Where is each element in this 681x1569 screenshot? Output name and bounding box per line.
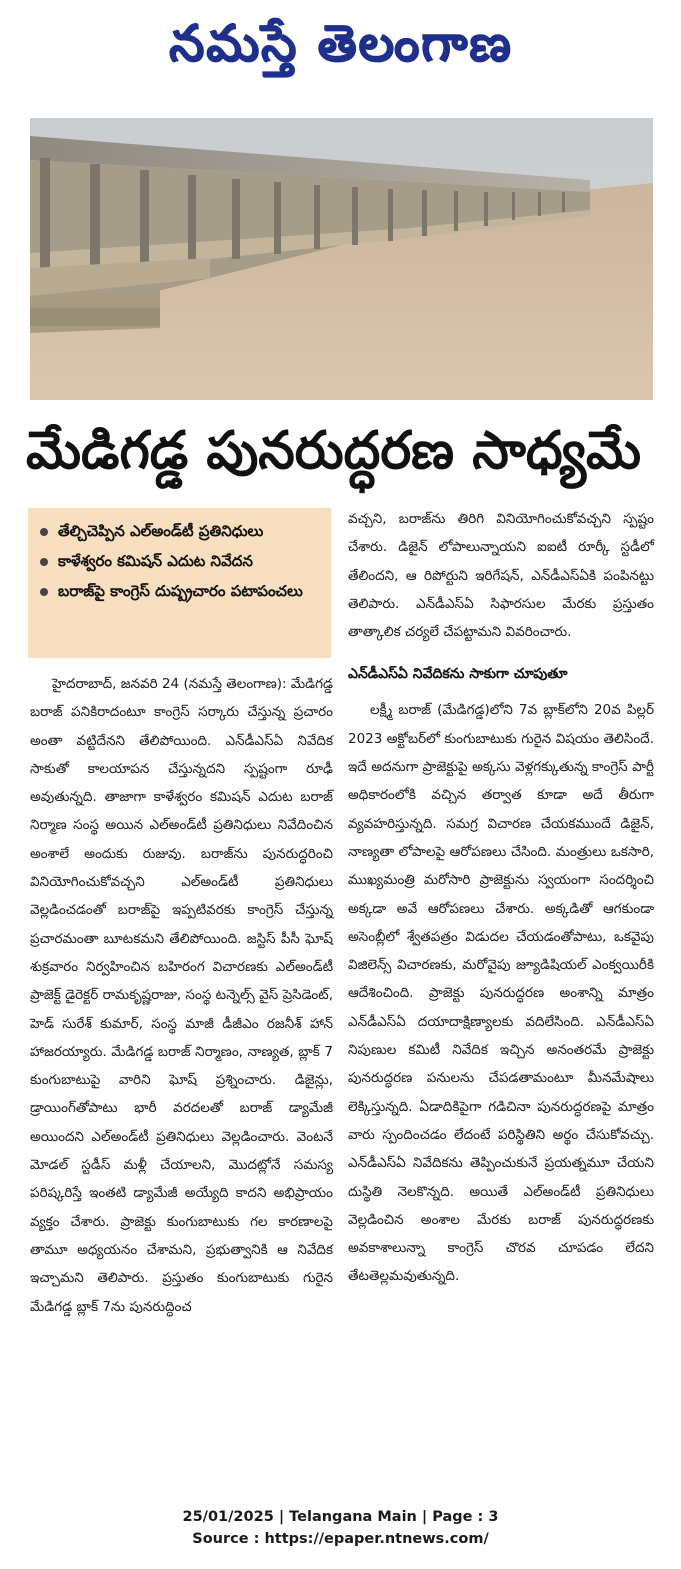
- bullet-icon: [40, 588, 48, 596]
- article-paragraph: హైదరాబాద్‌, జనవరి 24 (నమస్తే తెలంగాణ): మేడిగడ్డ బరాజ్‌ పనికిరాదంటూ కాంగ్రెస్‌ సర్కారు చేస్తున్న ప్రచారం అంతా వట్టిదేనని తేలిపోయింది. ఎన్‌డీఎస్‌ఏ నివేదిక సాకుతో కాలయాపన చేస్తున్నదని స్పష్టంగా రూఢీ అవుతున్నది. తాజాగా కాళేశ్వరం కమిషన్‌ ఎదుట బరాజ్‌ నిర్మాణ సంస్థ అయిన ఎల్‌అండ్‌టీ ప్రతినిధులు నివేదించిన అంశాలే అందుకు రుజువు. బరాజ్‌ను పునరుద్ధరించి వినియోగించుకోవచ్చని ఎల్‌అండ్‌టీ ప్రతినిధులు వెల్లడించడంతో బరాజ్‌పై ఇప్పటివరకు కాంగ్రెస్‌ చేస్తున్న ప్రచారమంతా బూటకమని తేలిపోయింది. జస్టిస్‌ పీసీ ఘోష్‌ శుక్రవారం నిర్వహించిన బహిరంగ విచారణకు ఎల్‌అండ్‌టీ ప్రాజెక్ట్‌ డైరెక్టర్‌ రామకృష్ణరాజు, సంస్థ టన్నెల్స్‌ వైస్‌ ప్రెసిడెంట్‌, హెడ్‌ సురేశ్‌ కుమార్‌, సంస్థ మాజీ డీజీఎం రజనీశ్‌ హాన్‌ హాజరయ్యారు. మేడిగడ్డ బరాజ్‌ నిర్మాణం, నాణ్యత, బ్లాక్‌ 7 కుంగుబాటుపై వారిని ఘోష్‌ ప్రశ్నించారు. డిజైన్లు, డ్రాయింగ్‌తోపాటు భారీ వరదలతో బరాజ్‌ డ్యామేజీ అయిందని ఎల్‌అండ్‌టీ ప్రతినిధులు వెల్లడించారు. వెంటనే మోడల్‌ స్టడీస్‌ మళ్లీ చేయాలని, మొదట్లోనే సమస్య పరిష్కరిస్తే ఇంతటి డ్యామేజీ అయ్యేది కాదని అభిప్రాయం వ్యక్తం చేశారు. ప్రాజెక్టు కుంగుబాటుకు గల కారణాలపై తామూ అధ్యయనం చేశామని, ప్రభుత్వానికి ఆ నివేదిక ఇచ్చామని తెలిపారు. ప్రస్తుతం కుంగుబాటుకు గురైన మేడిగడ్డ బ్లాక్‌ 7ను పునరుద్ధించ: [30, 676, 333, 1315]
- highlight-item: బరాజ్‌పై కాంగ్రెస్‌ దుష్ప్రచారం పటాపంచలు: [38, 580, 323, 602]
- article-column-left: [30, 670, 333, 1321]
- bullet-icon: [40, 558, 48, 566]
- article-paragraph: లక్ష్మీ బరాజ్‌ (మేడిగడ్డ)లోని 7వ బ్లాక్‌లోని 20వ పిల్లర్‌ 2023 అక్టోబర్‌లో కుంగుబాటుకు గురైన విషయం తెలిసిందే. ఇదే అదనుగా ప్రాజెక్టుపై అక్కసు వెళ్లగక్కుతున్న కాంగ్రెస్‌ పార్టీ అధికారంలోకి వచ్చిన తర్వాత కూడా అదే తీరుగా వ్యవహరిస్తున్నది. సమగ్ర విచారణ చేయకముందే డిజైన్‌, నాణ్యతా లోపాలపై ఆరోపణలు చేసింది. మంత్రులు ఒకసారి, ముఖ్యమంత్రి మరోసారి ప్రాజెక్టును స్వయంగా సందర్శించి అక్కడా అవే ఆరోపణలు చేశారు. అక్కడితో ఆగకుండా అసెంబ్లీలో శ్వేతపత్రం విడుదల చేయడంతోపాటు, ఒకవైపు విజిలెన్స్‌ విచారణకు, మరోవైపు జ్యూడిషియల్‌ ఎంక్వయిరీకి ఆదేశించింది. ప్రాజెక్టు పునరుద్ధరణ అంశాన్ని మాత్రం ఎన్‌డీఎస్‌ఏ దయాదాక్షిణ్యాలకు వదిలేసింది. ఎన్‌డీఎస్‌ఏ నిపుణుల కమిటీ నివేదిక ఇచ్చిన అనంతరమే ప్రాజెక్టు పునరుద్ధరణ పనులను చేపడతామంటూ మీనమేషాలు లెక్కిస్తున్నది. ఏడాదికిపైగా గడిచినా పునరుద్ధరణపై మాత్రం వారు స్పందించడం లేదంటే పరిస్థితిని అర్థం చేసుకోవచ్చు. ఎన్‌డీఎస్‌ఏ నివేదికను తెప్పించుకునే ప్రయత్నమూ చేయని దుస్థితి నెలకొన్నది. అయితే ఎల్‌అండ్‌టీ ప్రతినిధులు వెల్లడించిన అంశాల మేరకు బరాజ్‌ పునరుద్ధరణకు అవకాశాలున్నా కాంగ్రెస్‌ చొరవ చూపడం లేదని తేటతెల్లమవుతున్నది.: [348, 702, 654, 1285]
- masthead: [0, 8, 681, 78]
- highlights-box: [28, 508, 331, 658]
- article-subheading: ఎన్‌డీఎస్‌ఏ నివేదికను సాకుగా చూపుతూ: [348, 666, 568, 683]
- source-link[interactable]: Source : https://epaper.ntnews.com/: [192, 1531, 489, 1547]
- newspaper-title: నమస్తే తెలంగాణ: [168, 14, 513, 72]
- edition-info: 25/01/2025 | Telangana Main | Page : 3: [182, 1509, 499, 1525]
- page-footer: [0, 1506, 681, 1550]
- headline: మేడిగడ్డ పునరుద్ధరణ సాధ్యమే: [26, 421, 642, 481]
- highlight-item: కాళేశ్వరం కమిషన్‌ ఎదుట నివేదన: [38, 550, 323, 572]
- highlight-item: తేల్చిచెప్పిన ఎల్‌అండ్‌టీ ప్రతినిధులు: [38, 520, 323, 542]
- article-paragraph: వచ్చని, బరాజ్‌ను తిరిగి వినియోగించుకోవచ్చని స్పష్టం చేశారు. డిజైన్‌ లోపాలున్నాయని ఐఐటీ రూర్కీ స్టడీలో తేలిందని, ఆ రిపోర్టుని ఇరిగేషన్‌, ఎన్‌డీఎస్‌ఏకి పంపినట్టు తెలిపారు. ఎన్‌డీఎస్‌ఏ సిఫారసుల మేరకు ప్రస్తుతం తాత్కాలిక చర్యలే చేపట్టామని వివరించారు.: [348, 511, 654, 641]
- article-column-right: [348, 505, 654, 1291]
- barrage-photo: [30, 118, 653, 400]
- bullet-icon: [40, 528, 48, 536]
